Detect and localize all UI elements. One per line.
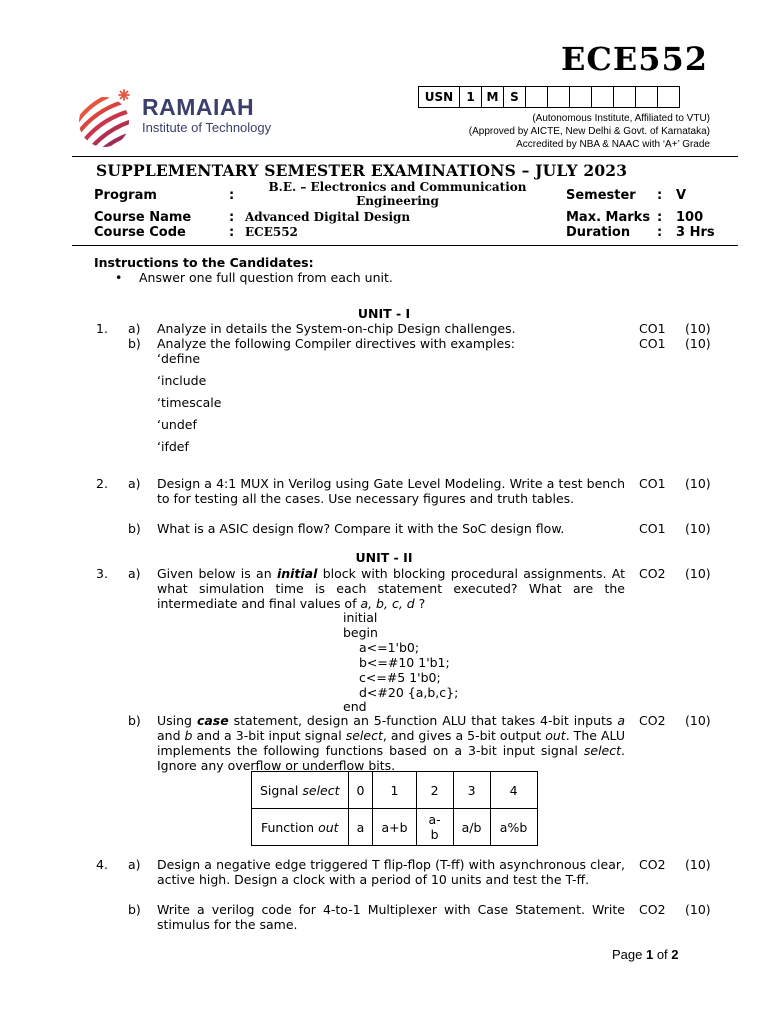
affiliation-line: Accredited by NBA & NAAC with ‘A+’ Grade: [516, 139, 710, 150]
colon: :: [657, 210, 663, 225]
directive-item: ‘define: [157, 351, 201, 366]
table-cell: a: [348, 809, 373, 846]
question-number: 1.: [96, 321, 108, 336]
question-text: Analyze the following Compiler directives with examples:: [157, 336, 515, 351]
code-line: begin: [343, 625, 378, 640]
usn-cell: [548, 87, 570, 108]
institute-name: RAMAIAH: [142, 94, 255, 120]
sub-label: b): [128, 336, 141, 351]
program-label: Program: [94, 188, 157, 203]
code-line: a<=1'b0;: [359, 640, 420, 655]
directive-item: ‘include: [157, 373, 207, 388]
unit-heading: UNIT - II: [355, 550, 413, 565]
divider: [72, 156, 738, 157]
duration-label: Duration: [566, 225, 631, 240]
co-label: CO2: [639, 713, 666, 728]
colon: :: [657, 188, 663, 203]
directive-item: ‘undef: [157, 417, 197, 432]
co-label: CO2: [639, 857, 666, 872]
colon: :: [229, 188, 235, 203]
semester-label: Semester: [566, 188, 636, 203]
instruction-item: Answer one full question from each unit.: [139, 270, 393, 285]
table-cell: 1: [373, 772, 416, 809]
sub-label: b): [128, 902, 141, 917]
course-name-label: Course Name: [94, 210, 192, 225]
co-label: CO1: [639, 336, 666, 351]
marks: (10): [685, 857, 711, 872]
code-line: c<=#5 1'b0;: [359, 670, 441, 685]
marks: (10): [685, 521, 711, 536]
table-cell: 3: [453, 772, 490, 809]
table-row: [252, 772, 538, 809]
alu-function-table: [251, 771, 538, 846]
co-label: CO2: [639, 902, 666, 917]
affiliation-block: [469, 112, 710, 151]
institute-subtitle: Institute of Technology: [142, 120, 272, 135]
divider: [72, 245, 738, 246]
table-cell: 0: [348, 772, 373, 809]
usn-label: USN: [419, 87, 460, 108]
program-value-line: Engineering: [356, 194, 439, 208]
code-line: b<=#10 1'b1;: [359, 655, 450, 670]
table-cell: a-b: [416, 809, 453, 846]
bullet-icon: •: [115, 270, 123, 285]
co-label: CO1: [639, 321, 666, 336]
usn-cell: M: [482, 87, 504, 108]
table-header-cell: Signal select: [252, 772, 349, 809]
course-code-label: Course Code: [94, 225, 186, 240]
usn-cell: 1: [460, 87, 482, 108]
sub-label: a): [128, 857, 141, 872]
usn-cell: [658, 87, 680, 108]
sub-label: b): [128, 521, 141, 536]
program-value-line: B.E. – Electronics and Communication: [268, 180, 527, 194]
table-header-cell: Function out: [252, 809, 349, 846]
usn-cell: S: [504, 87, 526, 108]
table-row: [252, 809, 538, 846]
colon: :: [657, 225, 663, 240]
question-text: What is a ASIC design flow? Compare it with the SoC design flow.: [157, 521, 565, 536]
usn-cell: [636, 87, 658, 108]
program-value: [245, 180, 550, 208]
marks: (10): [685, 902, 711, 917]
usn-cell: [592, 87, 614, 108]
table-cell: a+b: [373, 809, 416, 846]
affiliation-line: (Autonomous Institute, Affiliated to VTU): [532, 113, 710, 124]
directive-item: ‘ifdef: [157, 439, 189, 454]
sub-label: b): [128, 713, 141, 728]
max-marks-value: 100: [676, 210, 704, 225]
page-number: Page 1 of 2: [612, 947, 679, 962]
usn-cell: [526, 87, 548, 108]
course-code-value: ECE552: [245, 225, 298, 239]
usn-cell: [614, 87, 636, 108]
marks: (10): [685, 476, 711, 491]
instructions-heading: Instructions to the Candidates:: [94, 255, 314, 270]
question-text: Design a negative edge triggered T flip-flop (T-ff) with asynchronous clear, active high. Design a clock with a period of 10 units and test the T-ff.: [157, 857, 625, 887]
course-code-heading: ECE552: [560, 40, 708, 78]
question-text: Analyze in details the System-on-chip Design challenges.: [157, 321, 516, 336]
table-cell: a%b: [490, 809, 537, 846]
code-line: d<#20 {a,b,c};: [359, 685, 459, 700]
table-cell: 4: [490, 772, 537, 809]
question-number: 3.: [96, 566, 108, 581]
ramaiah-logo-icon: [78, 88, 134, 150]
affiliation-line: (Approved by AICTE, New Delhi & Govt. of Karnataka): [468, 126, 710, 137]
question-text: Design a 4:1 MUX in Verilog using Gate Level Modeling. Write a test bench to for testing all the cases. Use necessary figures and truth tables.: [157, 476, 625, 506]
usn-box: [418, 86, 680, 108]
semester-value: V: [676, 188, 687, 203]
table-cell: a/b: [453, 809, 490, 846]
code-line: initial: [343, 610, 378, 625]
sub-label: a): [128, 321, 141, 336]
usn-cell: [570, 87, 592, 108]
co-label: CO1: [639, 521, 666, 536]
colon: :: [229, 225, 235, 240]
table-cell: 2: [416, 772, 453, 809]
sub-label: a): [128, 476, 141, 491]
sub-label: a): [128, 566, 141, 581]
co-label: CO2: [639, 566, 666, 581]
question-number: 4.: [96, 857, 108, 872]
question-text: Using case statement, design an 5-function ALU that takes 4-bit inputs a and b and a 3-bit input signal select, and gives a 5-bit output out. The ALU implements the following functions based on a 3-bit input signal select. Ignore any overflow or underflow bits.: [157, 713, 626, 773]
co-label: CO1: [639, 476, 666, 491]
course-name-value: Advanced Digital Design: [245, 210, 411, 224]
exam-title: SUPPLEMENTARY SEMESTER EXAMINATIONS – JULY 2023: [96, 161, 628, 180]
unit-heading: UNIT - I: [357, 306, 411, 321]
question-text: Write a verilog code for 4-to-1 Multiplexer with Case Statement. Write stimulus for the same.: [157, 902, 625, 932]
directive-item: ‘timescale: [157, 395, 222, 410]
duration-value: 3 Hrs: [676, 225, 715, 240]
marks: (10): [685, 713, 711, 728]
question-number: 2.: [96, 476, 108, 491]
question-text: Given below is an initial block with blocking procedural assignments. At what simulation time is each statement executed? What are the intermediate and final values of a, b, c, d ?: [157, 566, 625, 611]
code-line: end: [343, 699, 367, 714]
colon: :: [229, 210, 235, 225]
marks: (10): [685, 321, 711, 336]
marks: (10): [685, 336, 711, 351]
max-marks-label: Max. Marks: [566, 210, 651, 225]
marks: (10): [685, 566, 711, 581]
